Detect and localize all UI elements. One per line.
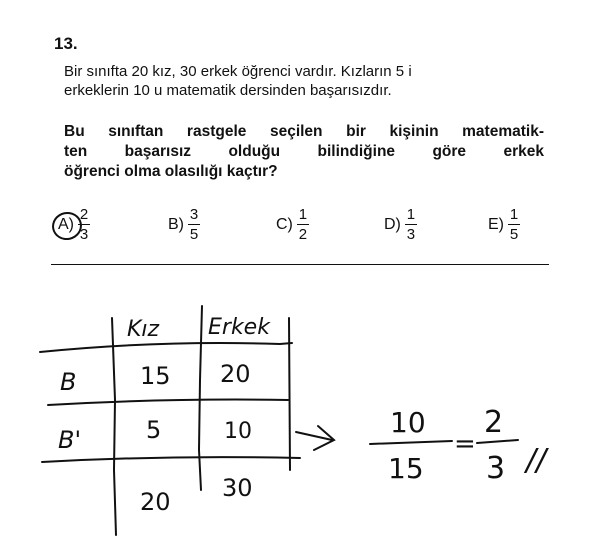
table-cell: 5: [146, 416, 162, 444]
solution-numerator: 10: [390, 406, 426, 439]
fraction-denominator: 3: [79, 226, 89, 243]
table-vline-right: [289, 318, 290, 470]
option-label: A): [58, 215, 74, 233]
table-cell: 15: [140, 362, 171, 390]
fraction-numerator: 3: [189, 206, 199, 223]
table-vline-left: [112, 318, 116, 535]
solution-fraction-bar: [370, 441, 452, 444]
prompt-line: Bu sınıftan rastgele seçilen bir kişinin matematik-: [64, 123, 544, 140]
fraction-denominator: 2: [298, 226, 308, 243]
handwritten-table-grid: [40, 306, 518, 535]
prompt-line: ten başarısız olduğu bilindiğine göre erkek: [64, 143, 544, 160]
option-label: E): [488, 215, 504, 233]
result-denominator: 3: [486, 451, 506, 486]
fraction-numerator: 1: [298, 206, 308, 223]
table-hline: [40, 343, 292, 352]
table-col-header: Kız: [127, 317, 160, 342]
result-fraction-bar: [477, 440, 518, 443]
solution-denominator: 15: [388, 452, 424, 485]
table-cell: 20: [220, 360, 251, 388]
table-row-label: B': [58, 426, 82, 454]
end-mark: //: [526, 443, 547, 478]
table-hline: [48, 400, 288, 405]
table-col-header: Erkek: [208, 315, 270, 340]
prompt-line: öğrenci olma olasılığı kaçtır?: [64, 163, 278, 180]
question-number: 13.: [54, 34, 78, 53]
stem-line: Bir sınıfta 20 kız, 30 erkek öğrenci vardır. Kızların 5 i: [64, 63, 412, 80]
solution-equals: =: [454, 429, 476, 459]
fraction-denominator: 5: [509, 226, 519, 243]
stem-line: erkeklerin 10 u matematik dersinden başarısızdır.: [64, 82, 392, 99]
table-vline-middle: [199, 306, 202, 490]
fraction-numerator: 1: [509, 206, 519, 223]
fraction-denominator: 5: [189, 226, 199, 243]
option-label: C): [276, 215, 293, 233]
option-label: D): [384, 215, 401, 233]
fraction-numerator: 2: [79, 206, 89, 223]
table-hline: [42, 457, 300, 462]
option-label: B): [168, 215, 184, 233]
table-cell: 10: [224, 419, 252, 444]
table-total: 20: [140, 488, 171, 516]
fraction-denominator: 3: [406, 226, 416, 243]
table-total: 30: [222, 474, 253, 502]
fraction-numerator: 1: [406, 206, 416, 223]
result-numerator: 2: [484, 405, 504, 440]
table-row-label: B: [60, 368, 77, 396]
